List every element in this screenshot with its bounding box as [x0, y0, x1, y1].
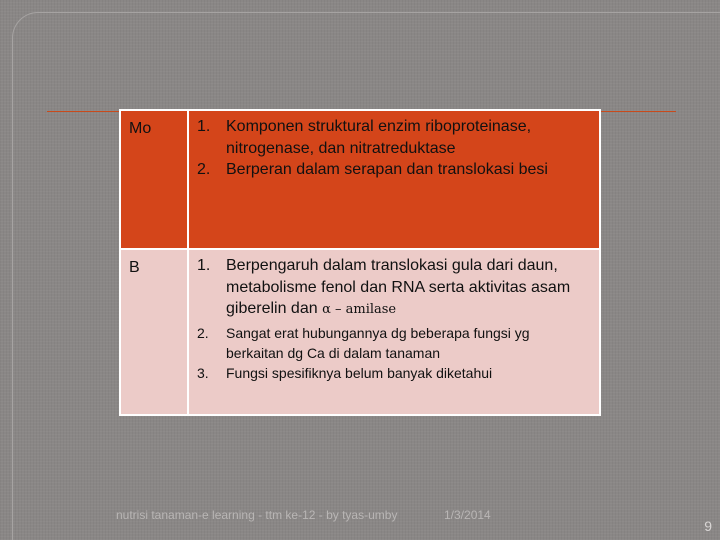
greek-term: α – amilase — [322, 302, 397, 317]
element-symbol: Mo — [120, 110, 188, 249]
item-number: 1. — [197, 118, 211, 135]
element-description — [188, 110, 600, 249]
item-text: Fungsi spesifiknya belum banyak diketahui — [226, 364, 493, 381]
footer-date: 1/3/2014 — [444, 508, 491, 522]
function-list — [197, 116, 591, 181]
item-number: 3. — [197, 364, 209, 381]
item-text: Sangat erat hubungannya dg beberapa fungsi yg berkaitan dg Ca di dalam tanaman — [226, 324, 530, 361]
list-item — [197, 363, 591, 383]
table-row — [120, 110, 600, 249]
list-item — [197, 116, 591, 159]
item-number: 2. — [197, 324, 209, 341]
item-text: Berpengaruh dalam translokasi gula dari daun, metabolisme fenol dan RNA serta aktivitas asam giberelin dan — [226, 257, 571, 317]
item-number: 1. — [197, 257, 211, 274]
list-item — [197, 323, 591, 363]
item-number: 2. — [197, 161, 211, 178]
item-text: Berperan dalam serapan dan translokasi besi — [226, 161, 548, 178]
page-number: 9 — [704, 518, 712, 534]
list-item — [197, 255, 591, 321]
function-list — [197, 255, 591, 383]
element-symbol: B — [120, 249, 188, 415]
list-item — [197, 159, 591, 181]
table-row — [120, 249, 600, 415]
element-description — [188, 249, 600, 415]
item-text: Komponen struktural enzim riboproteinase, nitrogenase, dan nitratreduktase — [226, 118, 532, 157]
footer-text: nutrisi tanaman-e learning - ttm ke-12 - by tyas-umby — [116, 508, 398, 522]
content-table — [119, 109, 601, 416]
